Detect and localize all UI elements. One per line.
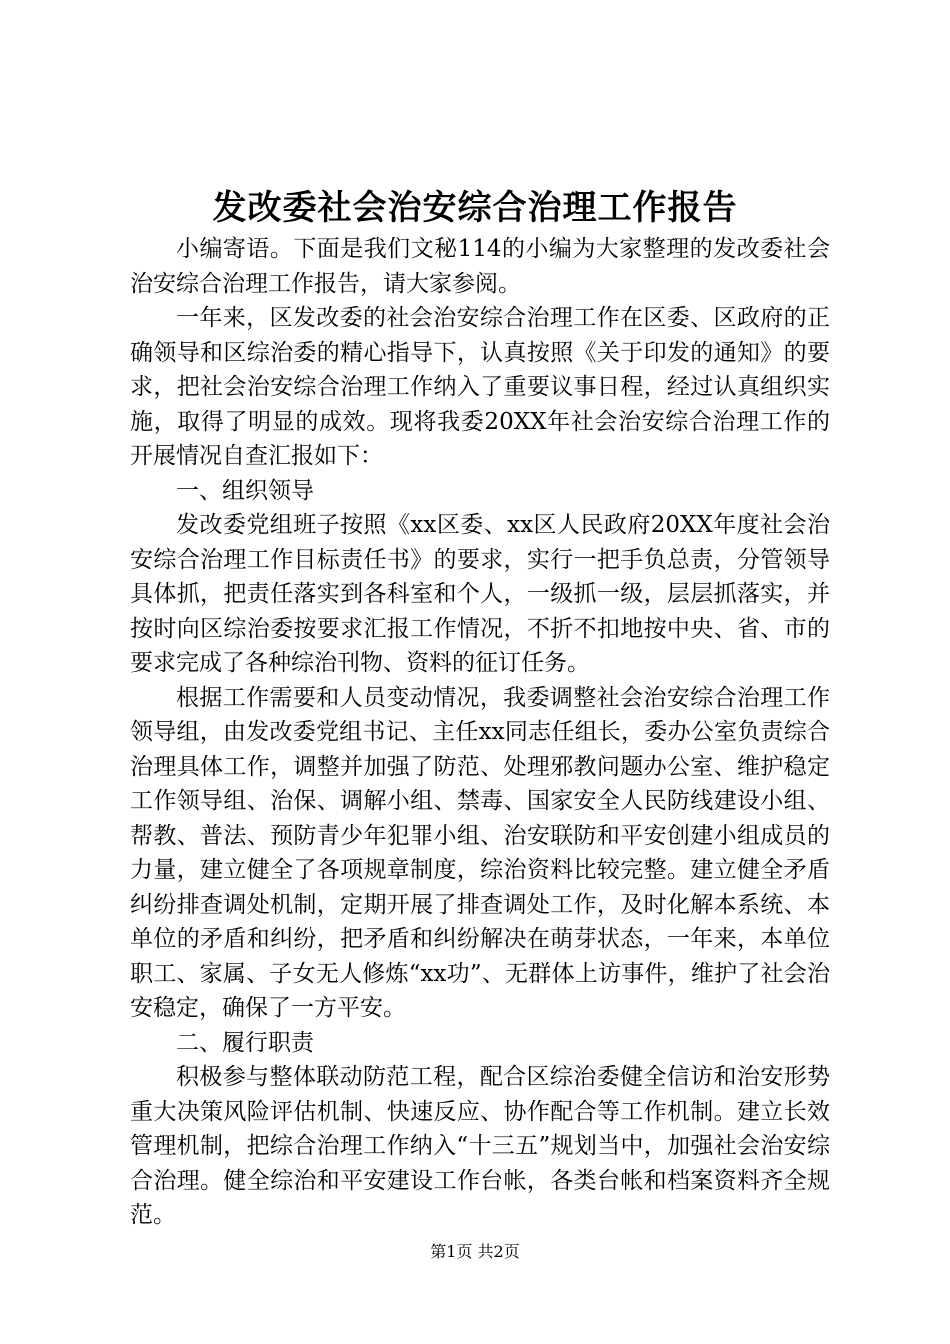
intro-paragraph: 小编寄语。下面是我们文秘114的小编为大家整理的发改委社会治安综合治理工作报告，请大家参阅。 (130, 236, 830, 297)
page-footer: 第1页 共2页 (430, 1242, 520, 1261)
document-body (130, 232, 830, 1233)
organization-paragraph-1: 发改委党组班子按照《xx区委、xx区人民政府20XX年度社会治安综合治理工作目标责任书》的要求，实行一把手负总责，分管领导具体抓，把责任落实到各科室和个人，一级抓一级，层层抓落实，并按时向区综治委按要求汇报工作情况，不折不扣地按中央、省、市的要求完成了各种综治刊物、资料的征订任务。 (130, 512, 830, 676)
section-heading-duties: 二、履行职责 (176, 1029, 314, 1056)
organization-paragraph-2: 根据工作需要和人员变动情况，我委调整社会治安综合治理工作领导组，由发改委党组书记、主任xx同志任组长，委办公室负责综合治理具体工作，调整并加强了防范、处理邪教问题办公室、维护稳定工作领导组、治保、调解小组、禁毒、国家安全人民防线建设小组、帮教、普法、预防青少年犯罪小组、治安联防和平安创建小组成员的力量，建立健全了各项规章制度，综治资料比较完整。建立健全矛盾纠纷排查调处机制，定期开展了排查调处工作，及时化解本系统、本单位的矛盾和纠纷，把矛盾和纠纷解决在萌芽状态，一年来，本单位职工、家属、子女无人修炼“xx功”、无群体上访事件，维护了社会治安稳定，确保了一方平安。 (130, 684, 830, 1021)
section-heading-organization: 一、组织领导 (176, 477, 314, 504)
duties-paragraph: 积极参与整体联动防范工程，配合区综治委健全信访和治安形势重大决策风险评估机制、快速反应、协作配合等工作机制。建立长效管理机制，把综合治理工作纳入“十三五”规划当中，加强社会治安综合治理。健全综治和平安建设工作台帐，各类台帐和档案资料齐全规范。 (130, 1064, 830, 1228)
document-title: 发改委社会治安综合治理工作报告 (212, 188, 738, 228)
overview-paragraph: 一年来，区发改委的社会治安综合治理工作在区委、区政府的正确领导和区综治委的精心指导下，认真按照《关于印发的通知》的要求，把社会治安综合治理工作纳入了重要议事日程，经过认真组织实施，取得了明显的成效。现将我委20XX年社会治安综合治理工作的开展情况自查汇报如下： (130, 305, 830, 469)
